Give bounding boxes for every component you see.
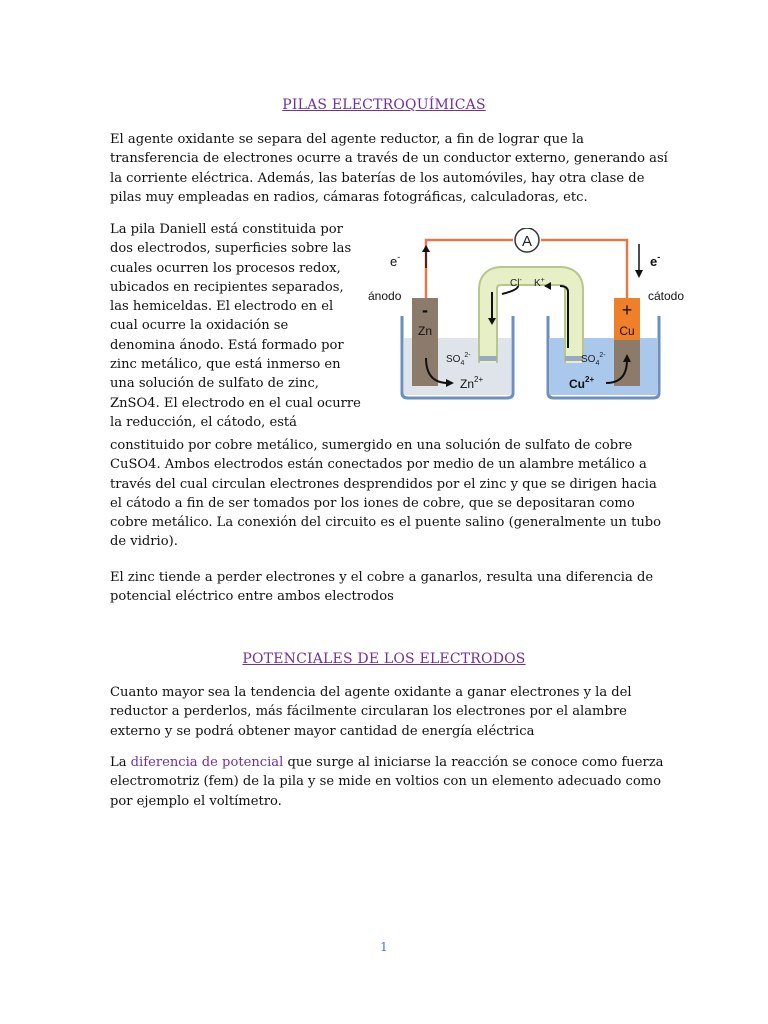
ion-charge: 2+: [585, 375, 595, 384]
zn-electrode-label: Zn: [417, 324, 433, 338]
text-line: de vidrio).: [110, 534, 178, 550]
text-line: electromotriz (fem) de la pila y se mide en voltios con un elemento adecuado como: [110, 774, 662, 790]
text-line: El zinc tiende a perder electrones y el cobre a ganarlos, resulta una diferencia de: [110, 570, 654, 585]
text-line: el cátodo a fin de ser tomados por los iones de cobre, que se depositaran como: [110, 495, 635, 511]
ion-charge: +: [540, 277, 545, 284]
anode-sign: -: [422, 300, 428, 320]
cathode-sign: +: [621, 300, 633, 320]
text-line: la reducción, el cátodo, está: [110, 414, 297, 430]
ion-symbol: Cu: [569, 377, 585, 391]
electron-symbol: e: [650, 254, 658, 269]
ion-charge: 2-: [599, 352, 606, 359]
text-line: CuSO4. Ambos electrodos están conectados por medio de un alambre metálico a: [110, 457, 647, 473]
ion-subscript: 4: [460, 360, 465, 367]
text-run: que surge al iniciarse la reacción se conoce como fuerza: [283, 755, 664, 770]
text-line: ubicados en recipientes separados,: [110, 279, 344, 295]
paragraph-daniell-full: [110, 436, 670, 552]
text-line: por ejemplo el voltímetro.: [110, 793, 282, 809]
section-title-potenciales: POTENCIALES DE LOS ELECTRODOS: [242, 651, 526, 667]
ion-charge: 2-: [464, 352, 471, 359]
paragraph-fem: [110, 753, 670, 811]
electron-charge: -: [397, 252, 401, 262]
paragraph-intro: [110, 130, 670, 207]
paragraph-tendency: [110, 683, 670, 741]
cu-electrode-label: Cu: [619, 324, 635, 338]
text-line: El agente oxidante se separa del agente reductor, a fin de lograr que la: [110, 132, 584, 147]
anode-label: ánodo: [368, 289, 402, 303]
text-line: pilas muy empleadas en radios, cámaras fotográficas, calculadoras, etc.: [110, 189, 588, 205]
ion-symbol: Cl: [510, 278, 520, 289]
section-title-pilas: PILAS ELECTROQUÍMICAS: [282, 97, 486, 113]
electron-right-label: [650, 252, 660, 269]
page-number: 1: [380, 940, 388, 954]
text-line: ZnSO4. El electrodo en el cual ocurre: [110, 395, 361, 411]
ion-symbol: Zn: [460, 377, 475, 391]
text-line: potencial eléctrico entre ambos electrodos: [110, 589, 394, 605]
text-line: través del cual circulan electrones desprendidos por el zinc y que se dirigen hacia: [110, 476, 657, 492]
ammeter-label: A: [521, 233, 533, 250]
paragraph-daniell-side: [110, 220, 360, 432]
ion-symbol: K: [534, 278, 541, 289]
text-line: La pila Daniell está constituida por: [110, 222, 343, 237]
cathode-label: cátodo: [648, 289, 685, 303]
arrow-down-head-icon: [635, 270, 643, 278]
text-line: cobre metálico. La conexión del circuito es el puente salino (generalmente un tubo: [110, 515, 662, 531]
text-line: cuales ocurren los procesos redox,: [110, 260, 341, 276]
text-line: transferencia de electrones ocurre a través de un conductor externo, generando así: [110, 151, 668, 167]
ion-charge: -: [519, 277, 522, 284]
ion-symbol: SO: [446, 354, 461, 365]
text-line: zinc metálico, que está inmerso en: [110, 357, 341, 373]
ion-symbol: SO: [581, 354, 596, 365]
text-line: [110, 753, 670, 772]
arrow-up-head-icon: [422, 245, 430, 252]
text-line: dos electrodos, superficies sobre las: [110, 241, 352, 257]
electron-left-label: [390, 252, 400, 269]
text-line: denomina ánodo. Está formado por: [110, 337, 344, 353]
text-run: La: [110, 755, 131, 770]
text-line: externo y se podrá obtener mayor cantidad de energía eléctrica: [110, 723, 535, 739]
text-line: Cuanto mayor sea la tendencia del agente oxidante a ganar electrones y la del: [110, 685, 632, 700]
daniell-cell-diagram: [368, 228, 693, 403]
highlight-diferencia-potencial: diferencia de potencial: [130, 755, 284, 770]
text-line: reductor a perderlos, más fácilmente circularan los electrones por el alambre: [110, 704, 627, 720]
electron-symbol: e: [390, 254, 398, 269]
potassium-ion-label: [534, 277, 545, 289]
text-line: constituido por cobre metálico, sumergido en una solución de sulfato de cobre: [110, 438, 633, 453]
text-line: cual ocurre la oxidación se: [110, 318, 289, 334]
paragraph-potential: [110, 568, 670, 607]
electron-charge: -: [657, 252, 661, 262]
chloride-ion-label: [510, 277, 522, 289]
ion-subscript: 4: [595, 360, 600, 367]
ion-charge: 2+: [474, 375, 484, 384]
text-line: una solución de sulfato de zinc,: [110, 376, 319, 392]
salt-bridge-plug-left: [479, 356, 497, 361]
text-line: la corriente eléctrica. Además, las baterías de los automóviles, hay otra clase de: [110, 170, 645, 186]
text-line: las hemiceldas. El electrodo en el: [110, 299, 334, 315]
